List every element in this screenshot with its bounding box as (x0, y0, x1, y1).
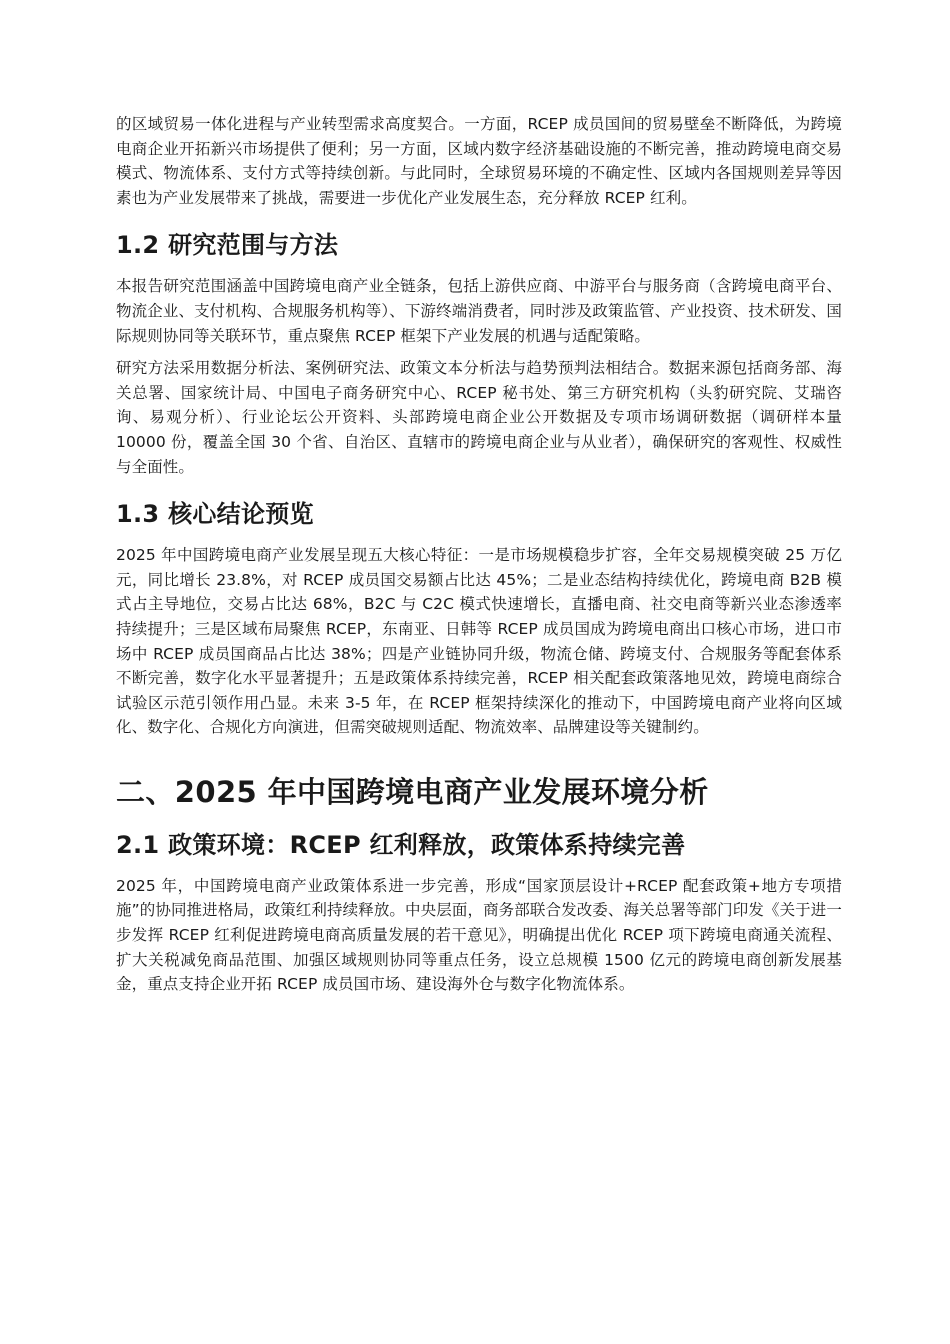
section-1-3-paragraph-1: 2025 年中国跨境电商产业发展呈现五大核心特征：一是市场规模稳步扩容，全年交易规模突破 25 万亿元，同比增长 23.8%，对 RCEP 成员国交易额占比达 45%；二是业态结构持续优化，跨境电商 B2B 模式占主导地位，交易占比达 68%，B2C 与 C2C 模式快速增长，直播电商、社交电商等新兴业态渗透率持续提升；三是区域布局聚焦 RCEP，东南亚、日韩等 RCEP 成员国成为跨境电商出口核心市场，进口市场中 RCEP 成员国商品占比达 38%；四是产业链协同升级，物流仓储、跨境支付、合规服务等配套体系不断完善，数字化水平显著提升；五是政策体系持续完善，RCEP 相关配套政策落地见效，跨境电商综合试验区示范引领作用凸显。未来 3-5 年，在 RCEP 框架持续深化的推动下，中国跨境电商产业将向区域化、数字化、合规化方向演进，但需突破规则适配、物流效率、品牌建设等关键制约。 (116, 546, 842, 737)
section-1-2-paragraph-1: 本报告研究范围涵盖中国跨境电商产业全链条，包括上游供应商、中游平台与服务商（含跨境电商平台、物流企业、支付机构、合规服务机构等）、下游终端消费者，同时涉及政策监管、产业投资、技术研发、国际规则协同等关联环节，重点聚焦 RCEP 框架下产业发展的机遇与适配策略。 (116, 277, 842, 345)
section-2-1-paragraph-1: 2025 年，中国跨境电商产业政策体系进一步完善，形成“国家顶层设计+RCEP 配套政策+地方专项措施”的协同推进格局，政策红利持续释放。中央层面，商务部联合发改委、海关总署等部门印发《关于进一步发挥 RCEP 红利促进跨境电商高质量发展的若干意见》，明确提出优化 RCEP 项下跨境电商通关流程、扩大关税减免商品范围、加强区域规则协同等重点任务，设立总规模 1500 亿元的跨境电商创新发展基金，重点支持企业开拓 RCEP 成员国市场、建设海外仓与数字化物流体系。 (116, 876, 842, 994)
section-1-2-paragraph-2: 研究方法采用数据分析法、案例研究法、政策文本分析法与趋势预判法相结合。数据来源包括商务部、海关总署、国家统计局、中国电子商务研究中心、RCEP 秘书处、第三方研究机构（头豹研究院、艾瑞咨询、易观分析）、行业论坛公开资料、头部跨境电商企业公开数据及专项市场调研数据（调研样本量 10000 份，覆盖全国 30 个省、自治区、直辖市的跨境电商企业与从业者），确保研究的客观性、权威性与全面性。 (116, 359, 842, 476)
section-2-1-heading: 2.1 政策环境：RCEP 红利释放，政策体系持续完善 (116, 830, 686, 859)
chapter-2-heading: 二、2025 年中国跨境电商产业发展环境分析 (116, 774, 709, 809)
section-1-2-heading: 1.2 研究范围与方法 (116, 231, 339, 260)
intro-paragraph: 的区域贸易一体化进程与产业转型需求高度契合。一方面，RCEP 成员国间的贸易壁垒不断降低，为跨境电商企业开拓新兴市场提供了便利；另一方面，区域内数字经济基础设施的不断完善，推动跨境电商交易模式、物流体系、支付方式等持续创新。与此同时，全球贸易环境的不确定性、区域内各国规则差异等因素也为产业发展带来了挑战，需要进一步优化产业发展生态，充分释放 RCEP 红利。 (116, 115, 842, 207)
document-page (116, 112, 842, 997)
section-1-3-heading: 1.3 核心结论预览 (116, 500, 314, 529)
